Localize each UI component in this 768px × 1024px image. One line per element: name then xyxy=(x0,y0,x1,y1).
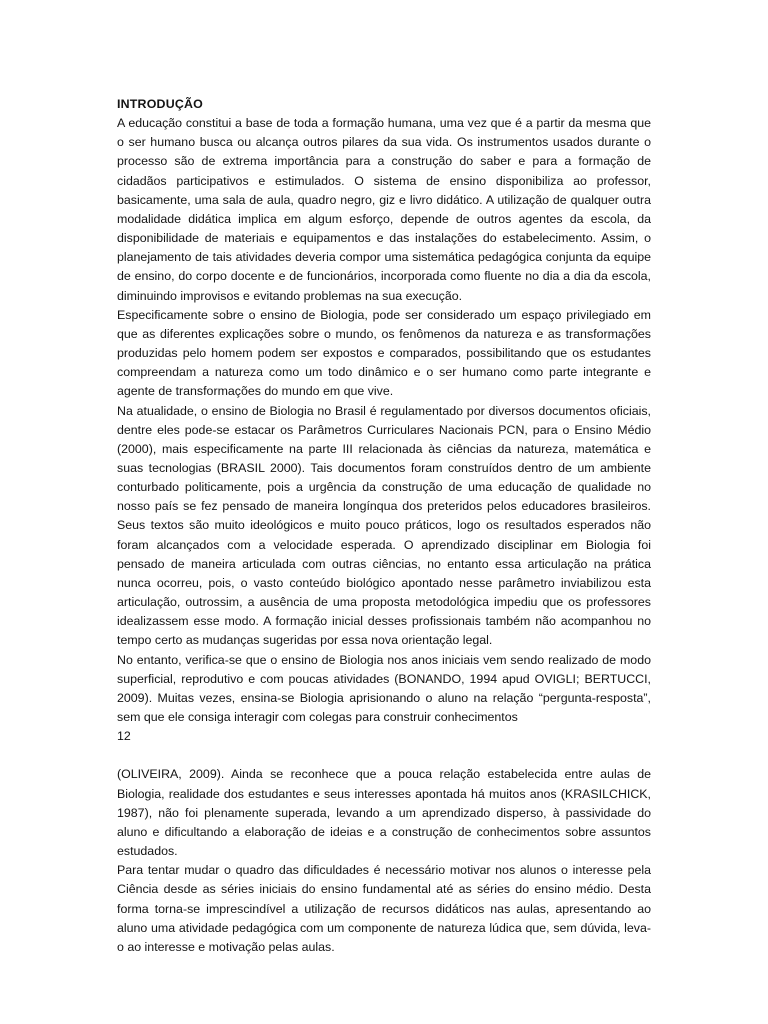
paragraph-continuation: (OLIVEIRA, 2009). Ainda se reconhece que a pouca relação estabelecida entre aulas de Biologia, realidade dos estudantes e seus interesses apontada há muitos anos (KRASILCHICK, 1987), não foi plenamente superada, levando a um aprendizado disperso, à passividade do aluno e dificultando a elaboração de ideias e a construção de conhecimentos sobre assuntos estudados. xyxy=(117,767,651,859)
section-heading: INTRODUÇÃO xyxy=(117,97,203,111)
paragraph-education-foundation: A educação constitui a base de toda a formação humana, uma vez que é a partir da mesma que o ser humano busca ou alcança outros pilares da sua vida. Os instrumentos usados durante o processo são de extrema importância para a construção do saber e para a formação de cidadãos participativos e estimulados. O sistema de ensino disponibiliza ao professor, basicamente, uma sala de aula, quadro negro, giz e livro didático. A utilização de qualquer outra modalidade didática implica em algum esforço, depende de outros agentes da escola, da disponibilidade de materiais e equipamentos e das instalações do estabelecimento. Assim, o planejamento de tais atividades deveria compor uma sistemática pedagógica conjunta da equipe de ensino, do corpo docente e de funcionários, incorporada como fluente no dia a dia da escola, diminuindo improvisos e evitando problemas na sua execução. xyxy=(117,116,651,303)
document-page xyxy=(117,95,651,957)
paragraph-biology-teaching: Especificamente sobre o ensino de Biologia, pode ser considerado um espaço privilegiado em que as diferentes explicações sobre o mundo, os fenômenos da natureza e as transformações produzidas pelo homem podem ser expostos e comparados, possibilitando que os estudantes compreendam a natureza como um todo dinâmico e o ser humano como parte integrante e agente de transformações do mundo em que vive. xyxy=(117,307,651,399)
page-break-spacer xyxy=(117,746,651,765)
page-number: 12 xyxy=(117,729,131,744)
paragraph-biology-regulation: Na atualidade, o ensino de Biologia no Brasil é regulamentado por diversos documentos oficiais, dentre eles pode-se estacar os Parâmetros Curriculares Nacionais PCN, para o Ensino Médio (2000), mais especificamente na parte III relacionada às ciências da natureza, matemática e suas tecnologias (BRASIL 2000). Tais documentos foram construídos dentro de um ambiente conturbado politicamente, pois a urgência da construção de uma educação de qualidade no nosso país se fez pensado de maneira longínqua dos preteridos pelos educadores brasileiros. Seus textos são muito ideológicos e muito pouco práticos, logo os resultados esperados não foram alcançados com a velocidade esperada. O aprendizado disciplinar em Biologia foi pensado de maneira articulada com outras ciências, no entanto essa articulação na prática nunca ocorreu, pois, o vasto conteúdo biológico apontado nesse parâmetro inviabilizou esta articulação, outrossim, a ausência de uma proposta metodológica impediu que os professores idealizassem esse modo. A formação inicial desses profissionais também não acompanhou no tempo certo as mudanças sugeridas por essa nova orientação legal. xyxy=(117,403,651,648)
paragraph-motivation: Para tentar mudar o quadro das dificuldades é necessário motivar nos alunos o interesse pela Ciência desde as séries iniciais do ensino fundamental até as séries do ensino médio. Desta forma torna-se imprescindível a utilização de recursos didáticos nas aulas, apresentando ao aluno uma atividade pedagógica com um componente de natureza lúdica que, sem dúvida, leva- o ao interesse e motivação pelas aulas. xyxy=(117,863,651,954)
paragraph-biology-early-years: No entanto, verifica-se que o ensino de Biologia nos anos iniciais vem sendo realizado de modo superficial, reprodutivo e com poucas atividades (BONANDO, 1994 apud OVIGLI; BERTUCCI, 2009). Muitas vezes, ensina-se Biologia aprisionando o aluno na relação “pergunta-resposta”, sem que ele consiga interagir com colegas para construir conhecimentos xyxy=(117,652,651,724)
